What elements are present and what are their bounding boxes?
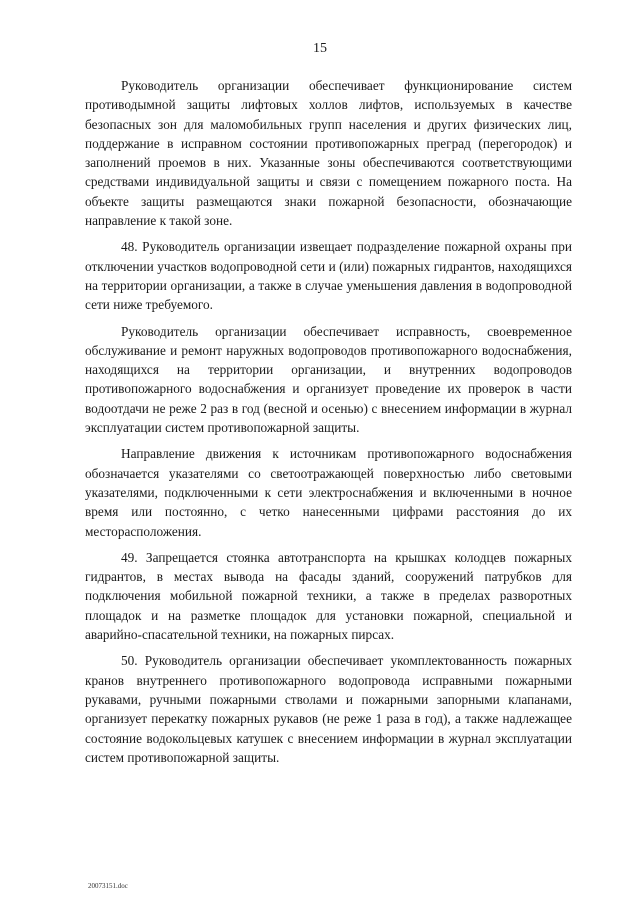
document-body (85, 76, 572, 774)
paragraph-water-source-signs: Направление движения к источникам противопожарного водоснабжения обозначается указателями со светоотражающей поверхностью либо световыми указателями, подключенными к сети электроснабжения и включенными в ночное время или постоянно, с четко нанесенными цифрами расстояния до их месторасположения. (85, 446, 572, 539)
paragraph-lift-hall-smoke-protection: Руководитель организации обеспечивает функционирование систем противодымной защиты лифтовых холлов лифтов, используемых в качестве безопасных зон для маломобильных групп населения и других физических лиц, поддержание в исправном состоянии противопожарных преград (перегородок) и заполнений проемов в них. Указанные зоны обеспечиваются соответствующими средствами индивидуальной защиты и связи с помещением пожарного поста. На объекте защиты размещаются знаки пожарной безопасности, обозначающие направление к такой зоне. (85, 78, 572, 229)
footer-filename: 20073151.doc (88, 882, 128, 890)
paragraph-50-fire-hose-equipment: 50. Руководитель организации обеспечивает укомплектованность пожарных кранов внутреннего противопожарного водопровода исправными пожарными рукавами, ручными пожарными стволами и пожарными запорными клапанами, организует перекатку пожарных рукавов (не реже 1 раза в год), а также надлежащее состояние водокольцевых катушек с внесением информации в журнал эксплуатации систем противопожарной защиты. (85, 653, 572, 765)
paragraph-water-supply-maintenance: Руководитель организации обеспечивает исправность, своевременное обслуживание и ремонт наружных водопроводов противопожарного водоснабжения, находящихся на территории организации, и внутренних водопроводов противопожарного водоснабжения и организует проведение их проверок в части водоотдачи не реже 2 раз в год (весной и осенью) с внесением информации в журнал эксплуатации систем противопожарной защиты. (85, 323, 572, 436)
page-number: 15 (313, 41, 327, 56)
paragraph-49-parking-ban: 49. Запрещается стоянка автотранспорта на крышках колодцев пожарных гидрантов, в местах вывода на фасады зданий, сооружений патрубков для подключения мобильной пожарной техники, а также в пределах разворотных площадок и на разметке площадок для установки пожарной, специальной и аварийно-спасательной техники, на пожарных пирсах. (85, 549, 572, 643)
paragraph-48-water-supply-notice: 48. Руководитель организации извещает подразделение пожарной охраны при отключении участков водопроводной сети и (или) пожарных гидрантов, находящихся на территории организации, а также в случае уменьшения давления в водопроводной сети ниже требуемого. (85, 239, 572, 313)
